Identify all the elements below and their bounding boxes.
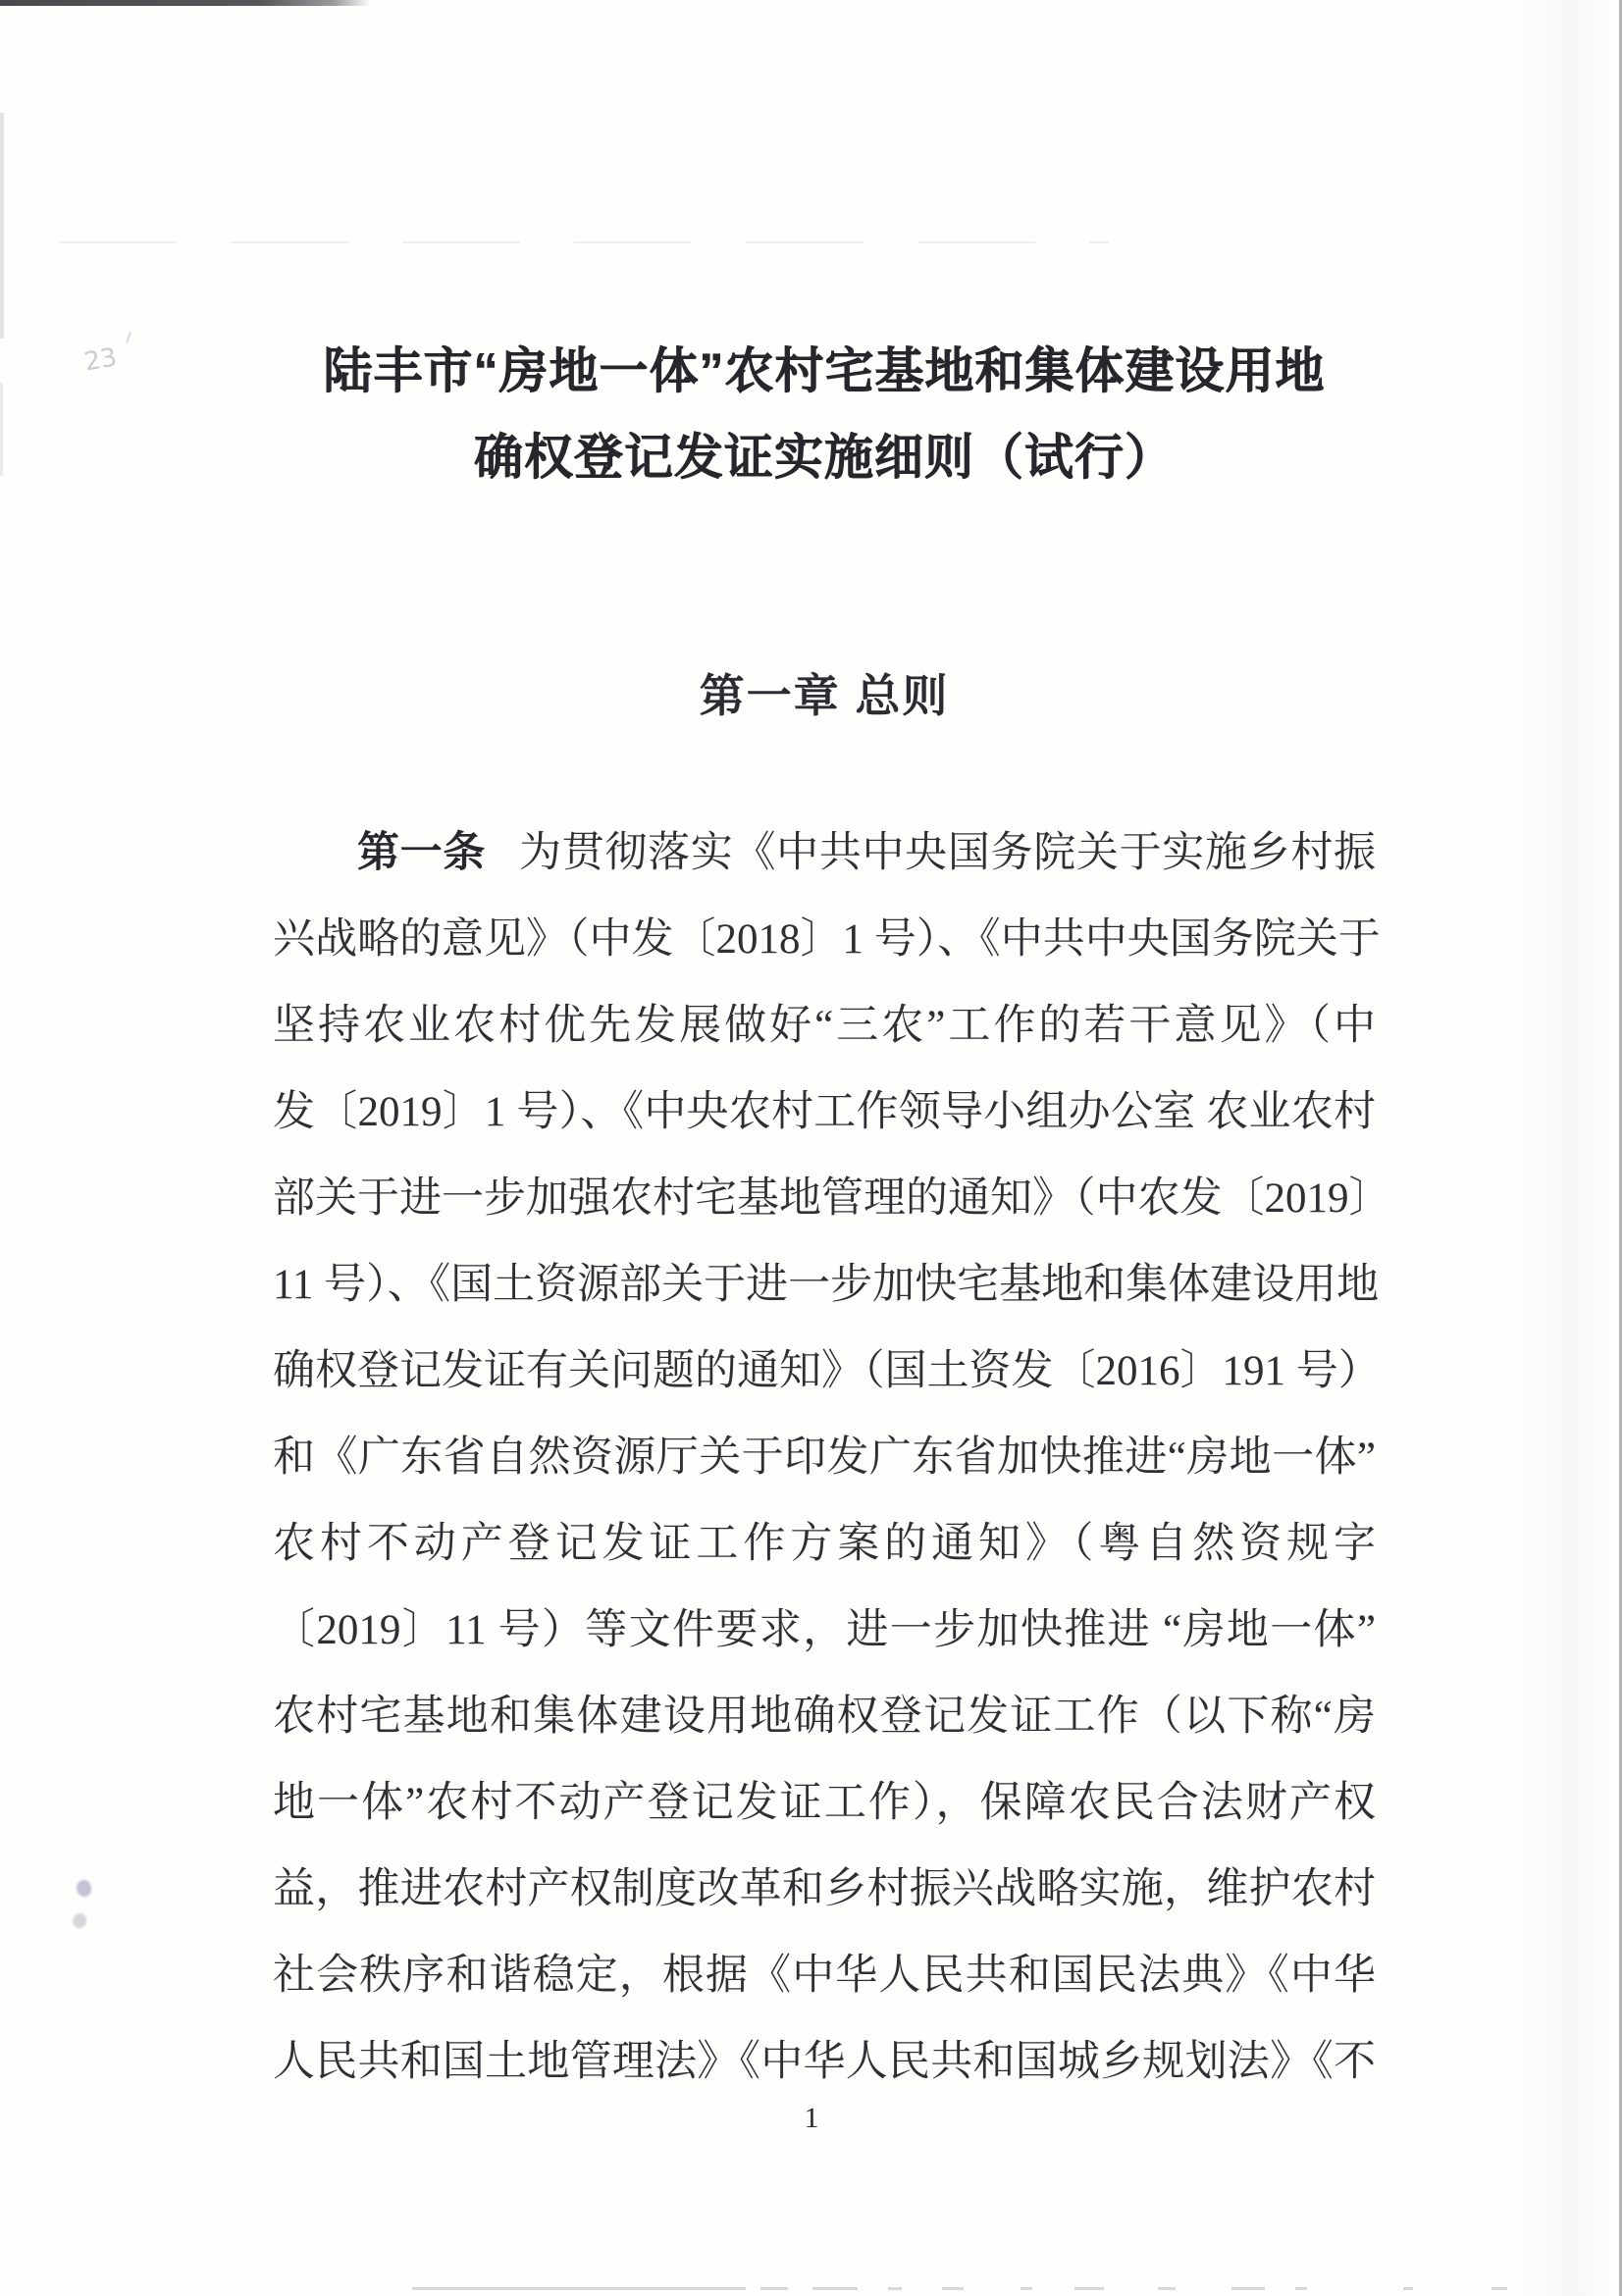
paragraph-line-text: 为贯彻落实《中共中央国务院关于实施乡村振 (519, 830, 1377, 876)
scan-artifact-top-bar (0, 0, 371, 6)
paragraph-line: 11 号）、《国土资源部关于进一步加快宅基地和集体建设用地 (273, 1262, 1380, 1308)
paragraph-line: 坚持农业农村优先发展做好“三农”工作的若干意见》（中 (273, 1003, 1376, 1049)
chapter-heading: 第一章 总则 (699, 670, 950, 721)
article-body (273, 810, 1391, 2106)
scan-artifact-faint-line (59, 241, 1109, 243)
scan-artifact-right-edge (1619, 0, 1622, 2296)
paragraph-line: 益，推进农村产权制度改革和乡村振兴战略实施，维护农村 (273, 1866, 1376, 1912)
paragraph-line: 兴战略的意见》（中发〔2018〕1 号）、《中共中央国务院关于 (273, 916, 1381, 963)
paragraph-line: 确权登记发证有关问题的通知》（国土资发〔2016〕191 号） (273, 1348, 1381, 1394)
paragraph-line: 和《广东省自然资源厅关于印发广东省加快推进“房地一体” (273, 1435, 1376, 1481)
scan-artifact-left-smudge (0, 113, 4, 339)
ink-smudge-dot (73, 1913, 86, 1928)
page-number: 1 (804, 2102, 819, 2134)
paragraph-line (273, 810, 1376, 897)
document-title-line-1: 陆丰市“房地一体”农村宅基地和集体建设用地 (323, 343, 1326, 398)
pencil-annotation-tick (126, 332, 131, 343)
article-number: 第一条 (357, 830, 487, 876)
scan-artifact-bottom-dashes (0, 2287, 1623, 2291)
ink-smudge-dot (77, 1880, 91, 1897)
paragraph-line: 社会秩序和谐稳定，根据《中华人民共和国民法典》《中华 (273, 1953, 1376, 1999)
paragraph-line: 地一体”农村不动产登记发证工作），保障农民合法财产权 (273, 1780, 1376, 1826)
scan-artifact-right-shading (1516, 0, 1614, 2296)
pencil-annotation: 23 (81, 342, 120, 378)
paragraph-line: 农村不动产登记发证工作方案的通知》（粤自然资规字 (273, 1521, 1376, 1567)
paragraph-line: 部关于进一步加强农村宅基地管理的通知》（中农发〔2019〕 (273, 1175, 1391, 1222)
paragraph-line: 〔2019〕11 号）等文件要求，进一步加快推进 “房地一体” (273, 1607, 1376, 1653)
document-title-line-2: 确权登记发证实施细则（试行） (474, 430, 1175, 485)
paragraph-line: 农村宅基地和集体建设用地确权登记发证工作（以下称“房 (273, 1694, 1376, 1740)
scan-artifact-left-smudge (0, 383, 3, 476)
paragraph-line: 发〔2019〕1 号）、《中央农村工作领导小组办公室 农业农村 (273, 1089, 1376, 1135)
document-title (273, 328, 1376, 500)
paragraph-line: 人民共和国土地管理法》《中华人民共和国城乡规划法》《不 (273, 2039, 1376, 2085)
